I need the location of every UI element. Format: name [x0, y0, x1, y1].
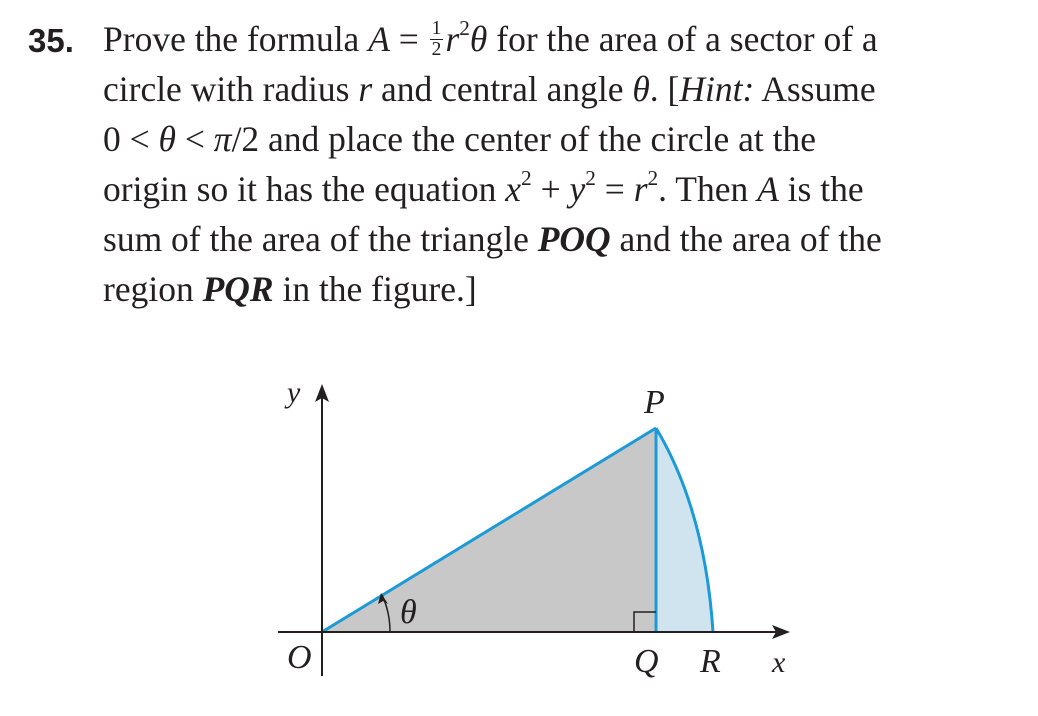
problem-line-1: Prove the formula A = $\frac{1}{2}$ $r^2\theta$ for the area of a sector of a — [103, 15, 878, 61]
label-r: R — [700, 643, 721, 680]
label-o: O — [287, 639, 312, 676]
problem-line-3: 0 < θ < π/2 and place the center of the circle at the — [103, 119, 817, 159]
problem-line-4: origin so it has the equation $x^2 + y^2 = r^2$. Then A is the — [103, 165, 864, 209]
region-pqr — [656, 428, 713, 632]
problem-line-5: sum of the area of the triangle POQ and the area of the — [103, 219, 882, 259]
label-p: P — [644, 384, 665, 421]
problem-line-2: circle with radius r and central angle θ. [Hint: Assume — [103, 69, 876, 109]
problem-number: 35. — [28, 22, 74, 59]
label-theta: θ — [400, 594, 417, 631]
label-x: x — [772, 646, 786, 679]
fraction-one-half: $\frac{1}{2}$ — [431, 17, 442, 61]
problem-line-6: region PQR in the figure.] — [103, 269, 477, 309]
label-y: y — [287, 376, 301, 409]
label-q: Q — [634, 643, 659, 680]
